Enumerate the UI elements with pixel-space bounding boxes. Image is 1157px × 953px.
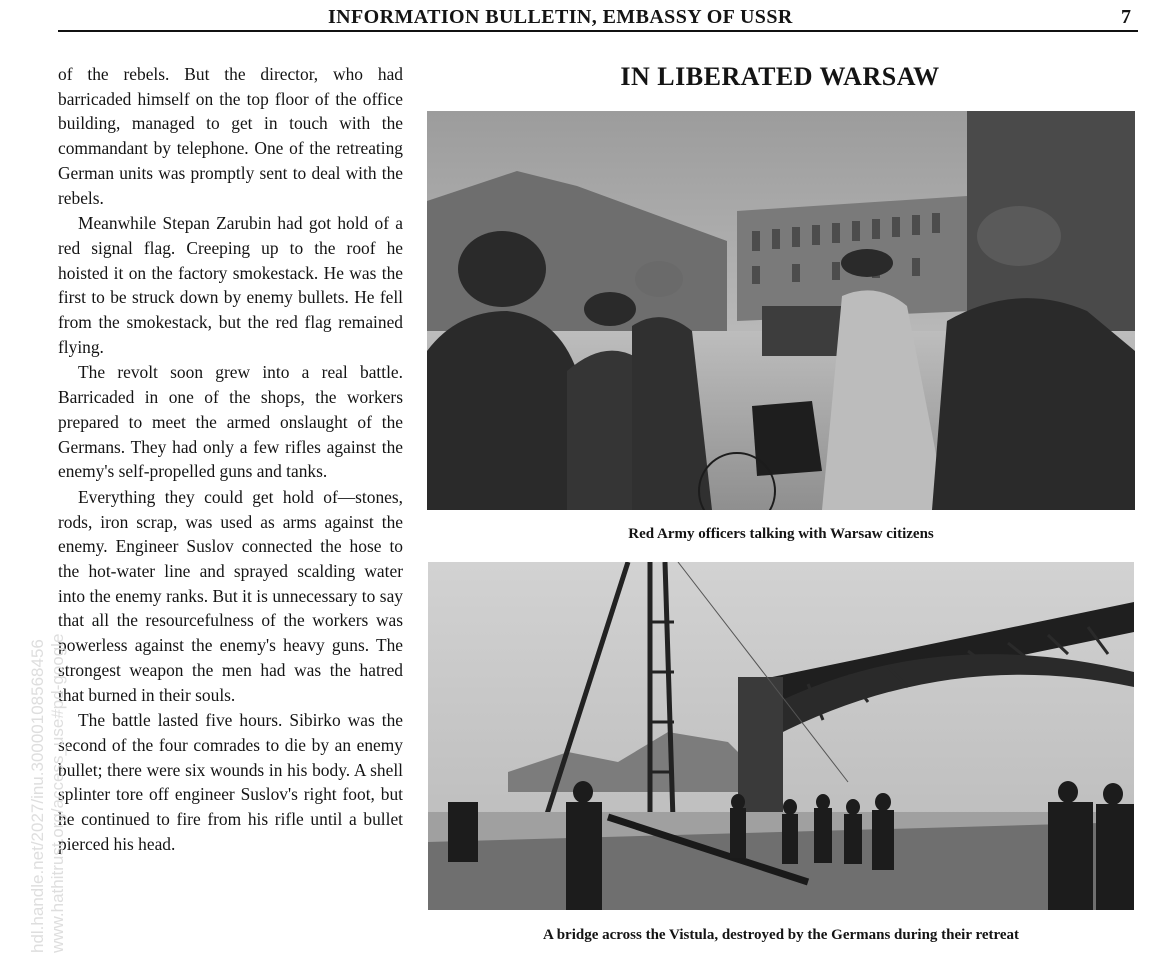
watermark-access: www.hathitrust.org/access_use#pd-google bbox=[48, 633, 67, 953]
photo-officers-with-citizens bbox=[427, 111, 1135, 510]
article-paragraph-1: of the rebels. But the director, who had barricaded himself on the top floor of the office building, managed to get in touch with the commandant by telephone. One of the retreating German units was promptly sent to deal with the rebels. bbox=[58, 64, 403, 208]
photo-caption-2: A bridge across the Vistula, destroyed by the Germans during their retreat bbox=[542, 927, 1020, 943]
library-watermark bbox=[28, 634, 68, 953]
header-rule bbox=[58, 30, 1138, 32]
article-paragraph-4: Everything they could get hold of—stones, rods, iron scrap, was used as arms against the enemy. Engineer Suslov connected the hose to the hot-water line and sprayed scalding water into the enemy ranks. But it is unnecessary to say that all the resourcefulness of the workers was powerless against the enemy's heavy guns. The strongest weapon the men had was the hatred that burned in their souls. bbox=[58, 486, 403, 705]
section-title: IN LIBERATED WARSAW bbox=[620, 62, 940, 91]
article-column bbox=[58, 62, 403, 857]
running-header-title: INFORMATION BULLETIN, EMBASSY OF USSR bbox=[328, 6, 793, 28]
photo-bridge-illustration bbox=[428, 562, 1134, 910]
page-number: 7 bbox=[1121, 6, 1131, 28]
article-paragraph-2: Meanwhile Stepan Zarubin had got hold of a red signal flag. Creeping up to the roof he hoisted it on the factory smokestack. He was the first to be struck down by enemy bullets. He fell from the smokestack, but the red flag remained flying. bbox=[58, 213, 403, 357]
watermark-handle: hdl.handle.net/2027/inu.30000108568456 bbox=[28, 639, 47, 953]
photo-destroyed-bridge bbox=[428, 562, 1134, 910]
photo-officers-illustration bbox=[427, 111, 1135, 510]
article-paragraph-3: The revolt soon grew into a real battle. Barricaded in one of the shops, the workers prepared to meet the armed onslaught of the Germans. They had only a few rifles against the enemy's self-propelled guns and tanks. bbox=[58, 362, 403, 482]
article-paragraph-5: The battle lasted five hours. Sibirko was the second of the four comrades to die by an enemy bullet; there were six wounds in his body. A shell splinter tore off engineer Suslov's right foot, but he continued to fire from his rifle until a bullet pierced his head. bbox=[58, 710, 403, 854]
photo-caption-1: Red Army officers talking with Warsaw citizens bbox=[628, 526, 934, 542]
